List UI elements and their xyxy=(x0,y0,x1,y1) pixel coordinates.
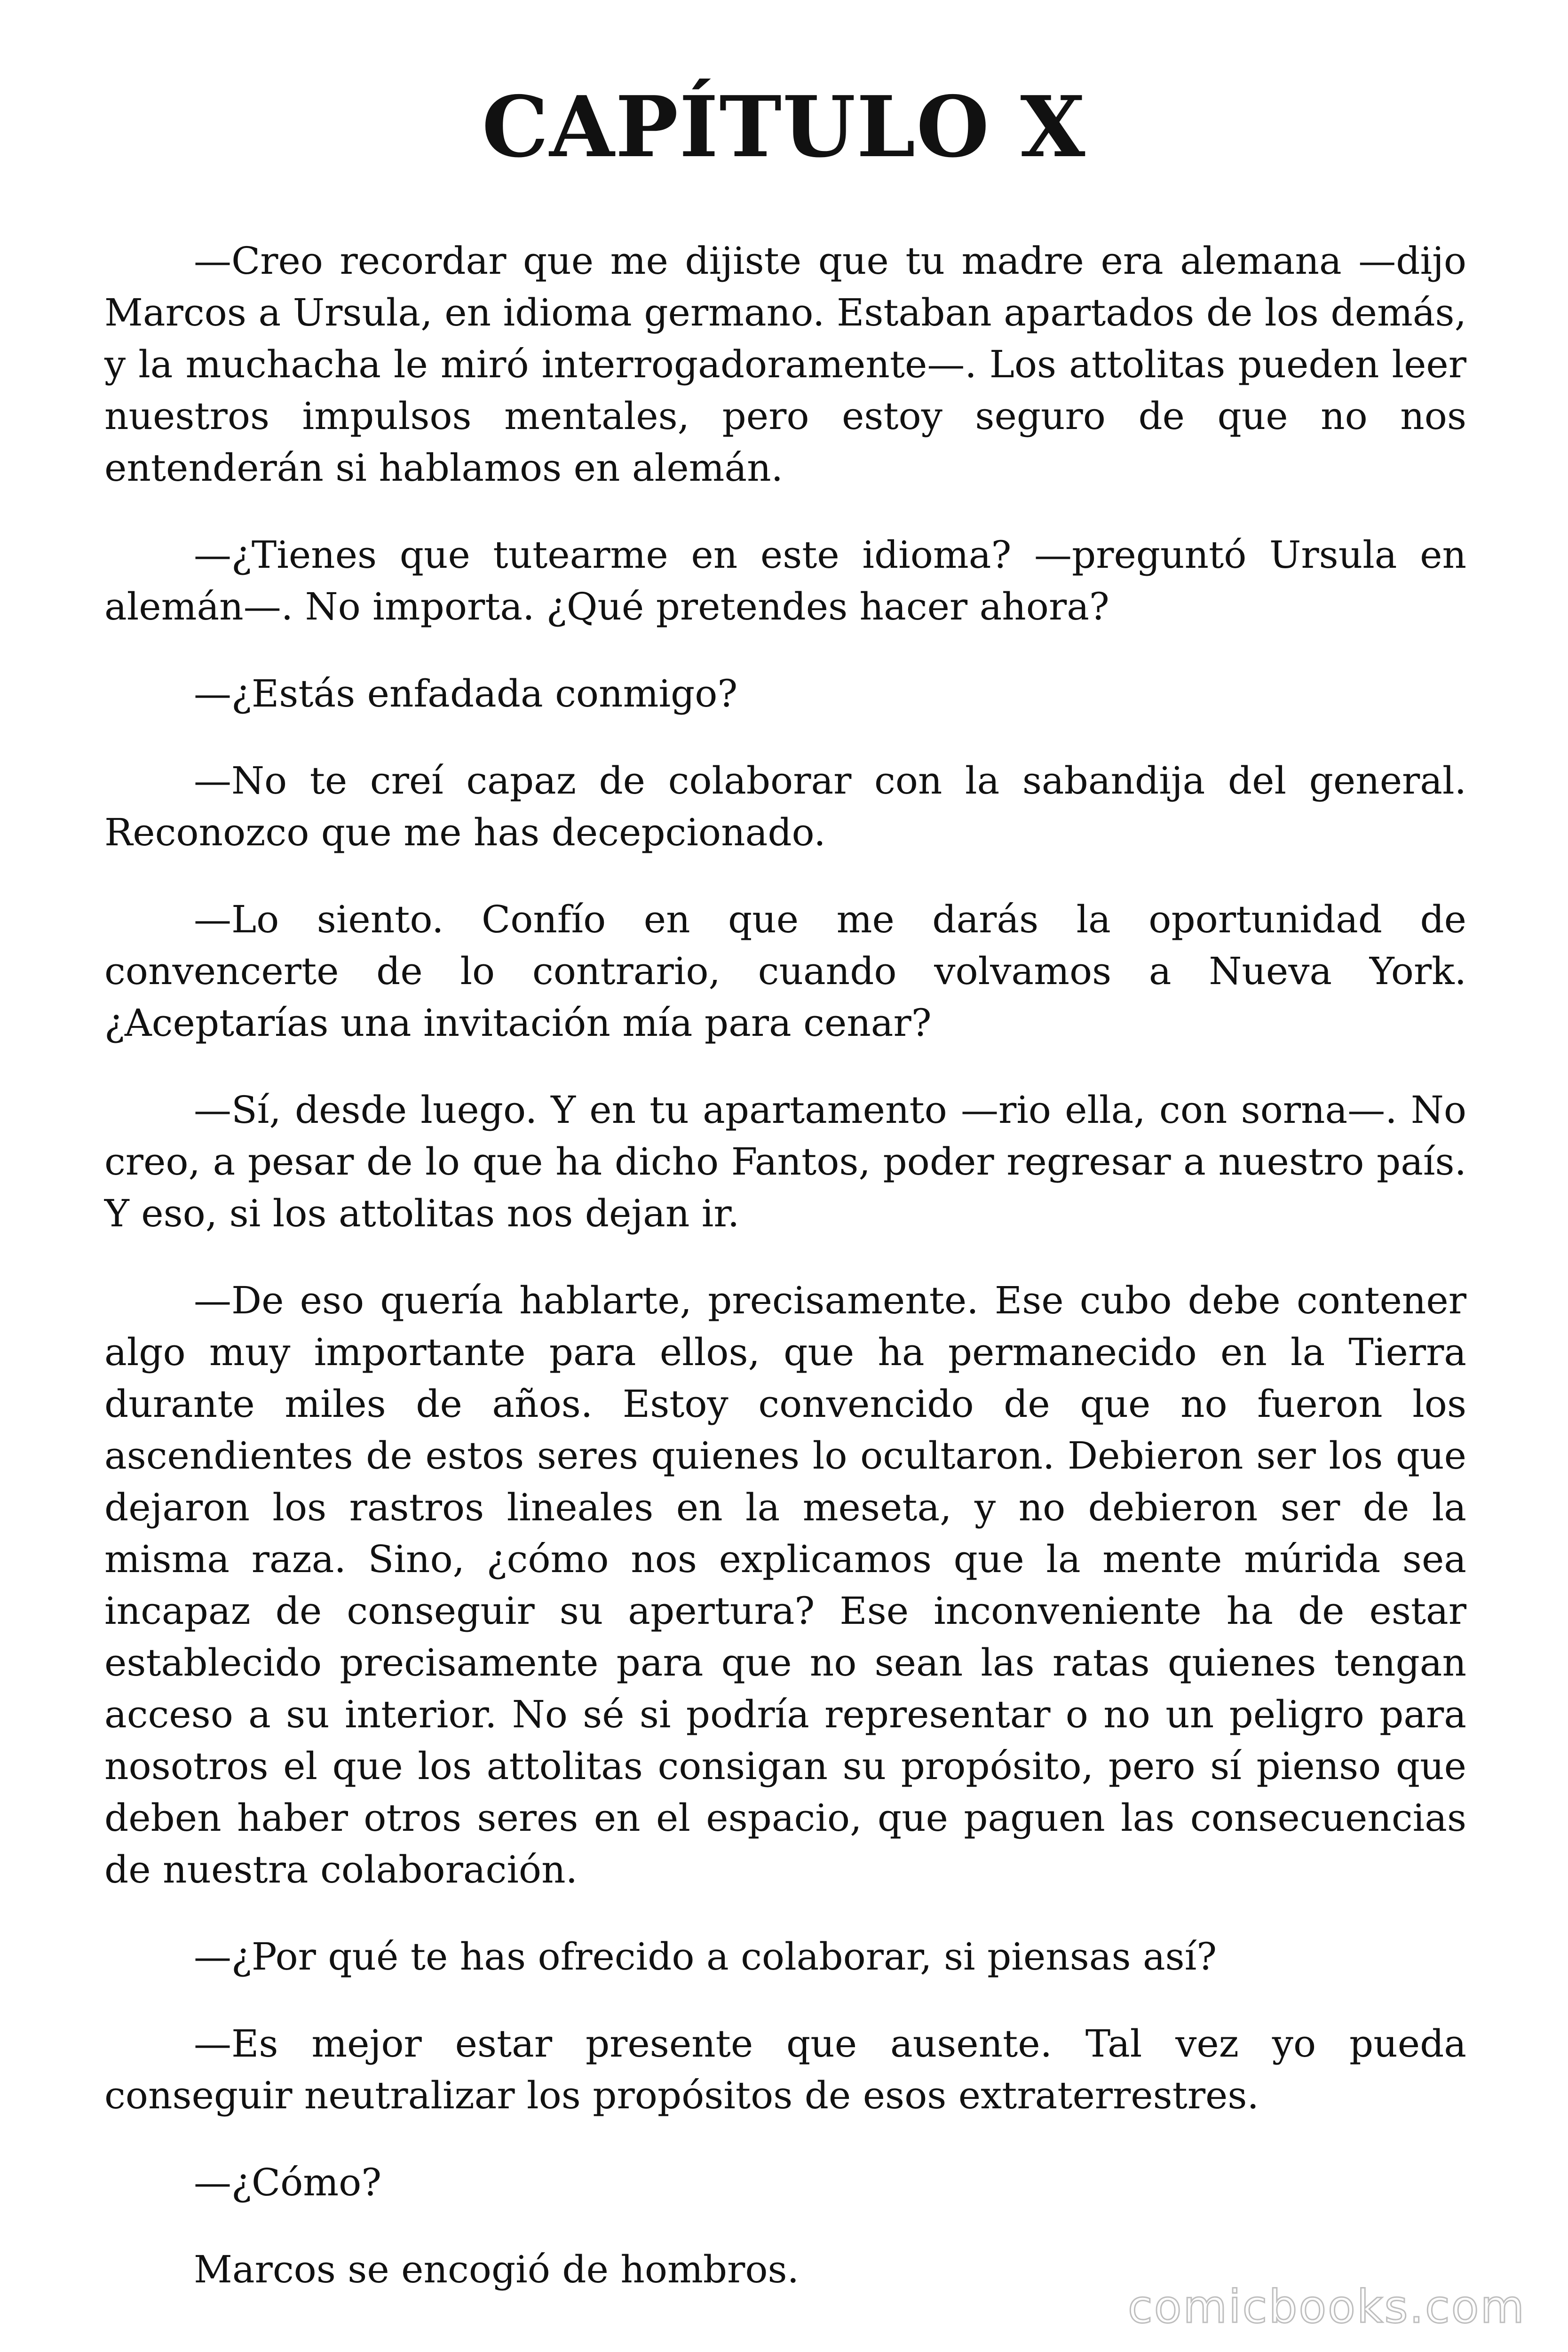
paragraph: —¿Por qué te has ofrecido a colaborar, si piensas así? xyxy=(194,1935,1217,1979)
paragraph: —De eso quería hablarte, precisamente. Ese cubo debe contener algo muy importante para ellos, que ha permanecido en la Tierra durante miles de años. Estoy convencido de que no fueron los ascendientes de estos seres quienes lo ocultaron. Debieron ser los que dejaron los rastros lineales en la meseta, y no debieron ser de la misma raza. Sino, ¿cómo nos explicamos que la mente múrida sea incapaz de conseguir su apertura? Ese inconveniente ha de estar establecido precisamente para que no sean las ratas quienes tengan acceso a su interior. No sé si podría representar o no un peligro para nosotros el que los attolitas consigan su propósito, pero sí pienso que deben haber otros seres en el espacio, que paguen las consecuencias de nuestra colaboración. xyxy=(104,1279,1466,1891)
paragraph: —Lo siento. Confío en que me darás la oportunidad de convencerte de lo contrario, cuando volvamos a Nueva York. ¿Aceptarías una invitación mía para cenar? xyxy=(104,898,1466,1045)
paragraph: —¿Estás enfadada conmigo? xyxy=(194,672,738,715)
paragraph: —No te creí capaz de colaborar con la sabandija del general. Reconozco que me has decepcionado. xyxy=(104,759,1466,854)
paragraph: —¿Cómo? xyxy=(194,2161,382,2204)
paragraph: —Sí, desde luego. Y en tu apartamento —rio ella, con sorna—. No creo, a pesar de lo que ha dicho Fantos, poder regresar a nuestro país. Y eso, si los attolitas nos dejan ir. xyxy=(104,1088,1466,1235)
site-watermark: comicbooks.com xyxy=(1127,2280,1526,2333)
chapter-body xyxy=(104,235,1466,2296)
paragraph: —Creo recordar que me dijiste que tu madre era alemana —dijo Marcos a Ursula, en idioma germano. Estaban apartados de los demás, y la muchacha le miró interrogadoramente—. Los attolitas pueden leer nuestros impulsos mentales, pero estoy seguro de que no nos entenderán si hablamos en alemán. xyxy=(104,239,1466,490)
paragraph: —¿Tienes que tutearme en este idioma? —preguntó Ursula en alemán—. No importa. ¿Qué pretendes hacer ahora? xyxy=(104,533,1466,628)
paragraph: —Es mejor estar presente que ausente. Tal vez yo pueda conseguir neutralizar los propósitos de esos extraterrestres. xyxy=(104,2022,1466,2117)
paragraph: Marcos se encogió de hombros. xyxy=(194,2248,799,2291)
chapter-title: CAPÍTULO X xyxy=(482,78,1086,176)
